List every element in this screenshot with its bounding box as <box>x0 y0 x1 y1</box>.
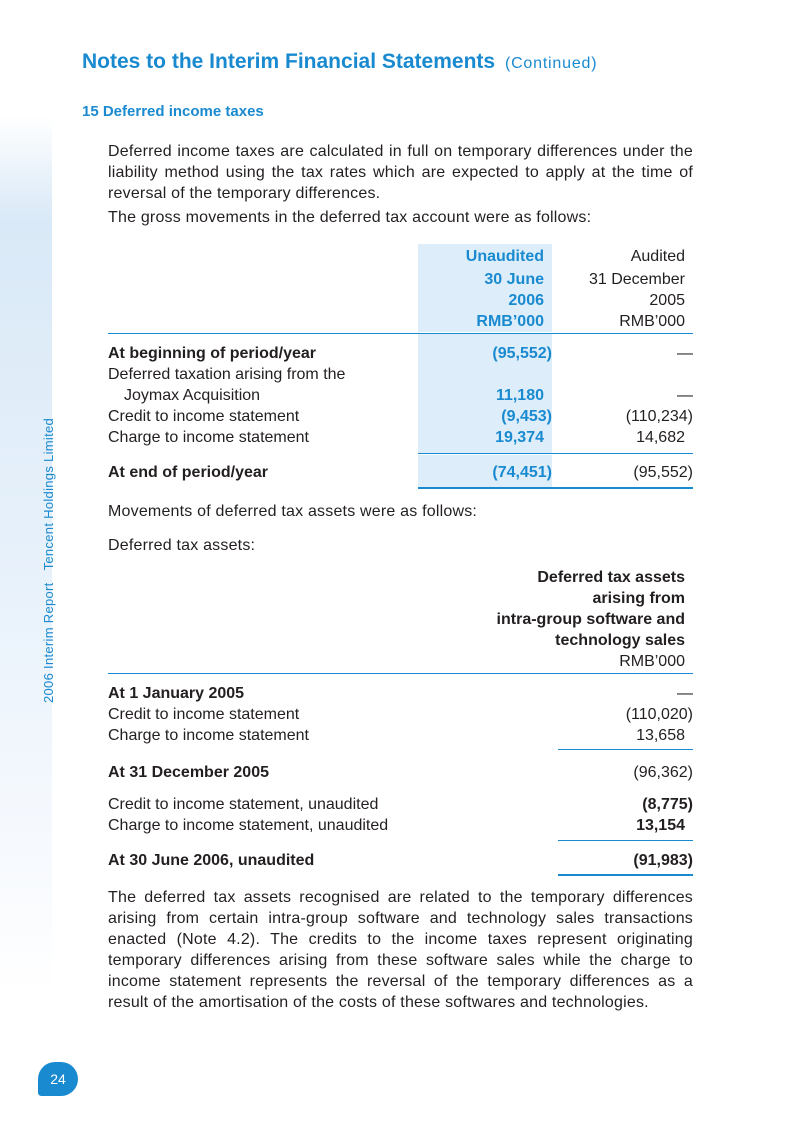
table-row-value-2006: (9,453) <box>501 408 552 425</box>
table-row-label: Credit to income statement, unaudited <box>108 796 379 813</box>
assets-unit: RMB’000 <box>619 653 685 670</box>
table-row-value: (8,775) <box>642 796 693 813</box>
section-heading: 15 Deferred income taxes <box>82 103 264 120</box>
side-running-text <box>41 418 56 703</box>
total-rule <box>418 487 693 489</box>
col1-date2: 2006 <box>508 292 544 309</box>
subtotal-rule <box>418 453 693 454</box>
assets-subtotal-rule-2 <box>558 840 693 841</box>
table-row-value: — <box>677 685 693 702</box>
table-row-value: 13,658 <box>636 727 685 744</box>
table-row-value-2005: — <box>677 387 693 404</box>
table-row-value-2005: (110,234) <box>625 408 693 425</box>
intro-paragraph: Deferred income taxes are calculated in full on temporary differences under the liability method using the tax rates which are expected to apply at the time of reversal of the temporary differences. <box>108 143 693 202</box>
table-row-value: 13,154 <box>636 817 685 834</box>
page-title-text: Notes to the Interim Financial Statements <box>82 50 496 73</box>
table-row-value-2005: — <box>677 345 693 362</box>
table-row-value: (110,020) <box>625 706 693 723</box>
col2-unit: RMB’000 <box>619 313 685 330</box>
table-row-label: At end of period/year <box>108 464 269 481</box>
col2-status: Audited <box>630 248 685 265</box>
assets-intro: Movements of deferred tax assets were as follows: <box>108 503 478 520</box>
table-row-label: Credit to income statement <box>108 706 300 723</box>
assets-header-line: arising from <box>592 590 685 607</box>
table-row-value-2006: 11,180 <box>495 387 544 404</box>
page-number-badge: 24 <box>38 1062 78 1096</box>
page-title <box>82 50 597 74</box>
company-name: Tencent Holdings Limited <box>41 417 56 571</box>
table-row-value-2005: (95,552) <box>633 464 693 481</box>
assets-header-line: Deferred tax assets <box>537 569 685 586</box>
table-row-value: (96,362) <box>633 764 693 781</box>
header-rule <box>108 333 693 334</box>
col1-date1: 30 June <box>484 271 544 288</box>
movements-intro: The gross movements in the deferred tax account were as follows: <box>108 209 592 226</box>
table-row-label: Charge to income statement, unaudited <box>108 817 389 834</box>
table-row-value-2006: (95,552) <box>492 345 552 362</box>
table-row-value: (91,983) <box>633 852 693 869</box>
table-row-label: Charge to income statement <box>108 727 309 744</box>
assets-header-rule <box>108 673 693 674</box>
assets-total-rule <box>558 874 693 876</box>
closing-paragraph: The deferred tax assets recognised are related to the temporary differences arising from certain intra-group software and technology sales transactions enacted (Note 4.2). The credits to the income taxes represent originating temporary differences arising from these software sales while the charge to income statement represents the reversal of the temporary differences as a result of the amortisation of the costs of these softwares and technologies. <box>108 889 693 1011</box>
col1-status: Unaudited <box>465 248 544 265</box>
table-row-label: At 1 January 2005 <box>108 685 245 702</box>
assets-subtotal-rule-1 <box>558 749 693 750</box>
table-row-value-2005: 14,682 <box>636 429 685 446</box>
report-name: 2006 Interim Report <box>41 582 56 703</box>
table-row-label-cont: Joymax Acquisition <box>124 387 261 404</box>
assets-caption: Deferred tax assets: <box>108 537 256 554</box>
col1-unit: RMB’000 <box>476 313 544 330</box>
col2-date2: 2005 <box>649 292 685 309</box>
table-row-label: Charge to income statement <box>108 429 309 446</box>
assets-header-line: intra-group software and <box>496 611 685 628</box>
assets-header-line: technology sales <box>555 632 685 649</box>
table-row-value-2006: (74,451) <box>492 464 552 481</box>
table-row-label: Credit to income statement <box>108 408 300 425</box>
continued-label: (Continued) <box>504 55 598 72</box>
table-row-value-2006: 19,374 <box>495 429 544 446</box>
table-row-label: At 31 December 2005 <box>108 764 269 781</box>
table-row-label: Deferred taxation arising from the <box>108 366 346 383</box>
col2-date1: 31 December <box>588 271 685 288</box>
table-row-label: At 30 June 2006, unaudited <box>108 852 315 869</box>
table-row-label: At beginning of period/year <box>108 345 317 362</box>
